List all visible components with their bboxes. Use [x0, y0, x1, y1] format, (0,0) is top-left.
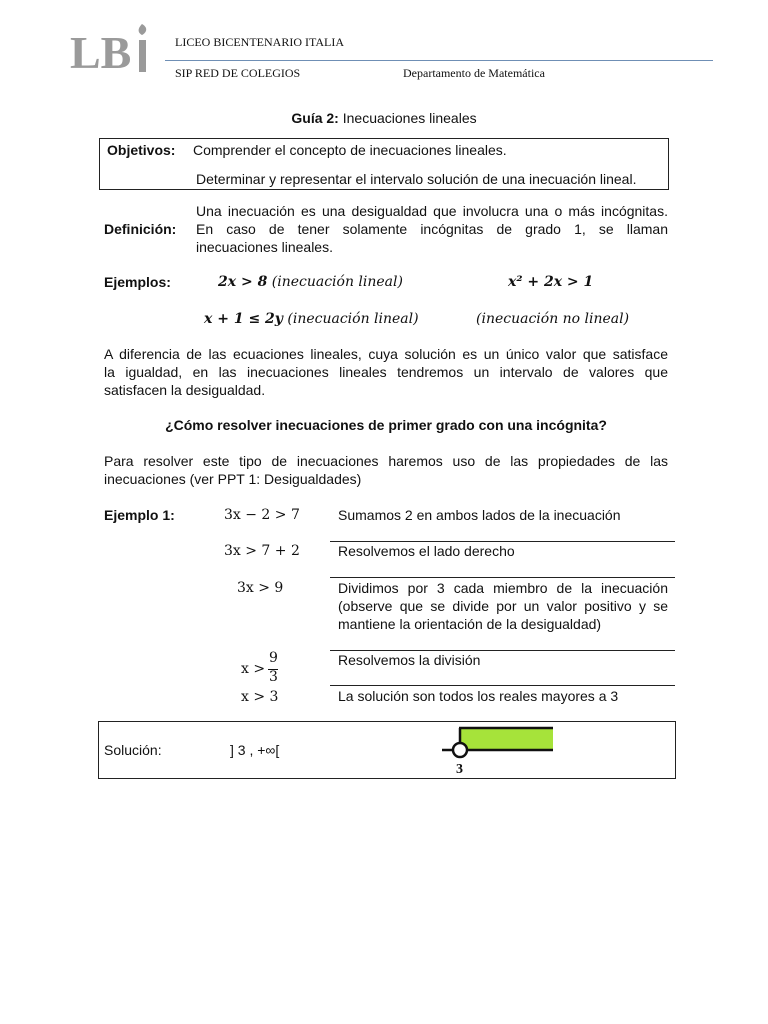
- guide-label: Guía 2:: [291, 110, 339, 126]
- examples-label: Ejemplos:: [104, 274, 171, 290]
- step-note: Resolvemos el lado derecho: [338, 543, 515, 559]
- definition-line: En caso de tener solamente incógnitas de grado 1, se llaman: [196, 221, 668, 237]
- example-note: (inecuación lineal): [271, 274, 403, 290]
- method-paragraph: [104, 452, 668, 488]
- objective-item: Comprender el concepto de inecuaciones lineales.: [193, 142, 507, 158]
- open-point-marker: [453, 743, 467, 757]
- step-expression: 3x − 2 > 7: [224, 507, 300, 523]
- guide-topic: Inecuaciones lineales: [342, 110, 477, 126]
- intro-line: la igualdad, en las inecuaciones lineales tendremos un intervalo de valores que: [104, 364, 668, 380]
- example1-label: Ejemplo 1:: [104, 507, 175, 523]
- definition-text: [196, 202, 668, 256]
- school-logo: [70, 22, 160, 78]
- school-name: LICEO BICENTENARIO ITALIA: [175, 35, 345, 49]
- intro-line: satisfacen la desigualdad.: [104, 382, 266, 398]
- department-name: Departamento de Matemática: [403, 66, 545, 80]
- step-divider: [330, 685, 675, 686]
- fraction-numerator: 9: [269, 650, 278, 666]
- step-note: Resolvemos la división: [338, 652, 481, 668]
- step-note-line: mantiene la orientación de la desigualdad): [338, 616, 602, 632]
- page-title: [0, 110, 768, 126]
- example-note: (inecuación no lineal): [476, 311, 630, 327]
- intro-paragraph: [104, 345, 668, 399]
- fraction-denominator: 3: [269, 669, 278, 685]
- example-inequality: [218, 273, 403, 291]
- definition-label: Definición:: [104, 221, 177, 237]
- fraction-prefix: x >: [241, 661, 266, 677]
- step-note: [338, 579, 668, 633]
- step-note: Sumamos 2 en ambos lados de la inecuación: [338, 507, 621, 523]
- step-note: La solución son todos los reales mayores a 3: [338, 688, 619, 704]
- example-inequality: [508, 273, 593, 291]
- header-divider: [165, 60, 713, 61]
- definition-line: Una inecuación es una desigualdad que involucra una o más incógnitas.: [196, 203, 668, 219]
- step-expression-fraction: [241, 650, 291, 690]
- point-label: 3: [456, 762, 463, 777]
- example-note: (inecuación lineal): [287, 311, 419, 327]
- step-expression: 3x > 9: [237, 580, 284, 596]
- step-expression: x > 3: [241, 689, 279, 705]
- step-expression: 3x > 7 + 2: [224, 543, 300, 559]
- step-divider: [330, 577, 675, 578]
- solution-interval: ] 3 , +∞[: [230, 742, 280, 758]
- step-note-line: Dividimos por 3 cada miembro de la inecuación: [338, 580, 668, 596]
- solution-region: [460, 729, 553, 751]
- example-inequality: [204, 310, 419, 328]
- solution-label: Solución:: [104, 742, 162, 758]
- solution-box: [98, 721, 676, 779]
- example-expression: x + 1 ≤ 2y: [204, 311, 283, 327]
- method-line: Para resolver este tipo de inecuaciones haremos uso de las propiedades de las: [104, 453, 668, 469]
- definition-line: inecuaciones lineales.: [196, 239, 333, 255]
- objectives-label: Objetivos:: [107, 142, 176, 158]
- example-expression: x² + 2x > 1: [508, 274, 594, 290]
- step-note-line: (observe que se divide por un valor positivo y se: [338, 598, 668, 614]
- example-expression: 2x > 8: [218, 274, 268, 290]
- section-question: ¿Cómo resolver inecuaciones de primer grado con una incógnita?: [165, 417, 607, 433]
- network-name: SIP RED DE COLEGIOS: [175, 66, 301, 80]
- objective-item: Determinar y representar el intervalo solución de una inecuación lineal.: [196, 171, 637, 187]
- svg-text:LB: LB: [70, 27, 132, 78]
- intro-line: A diferencia de las ecuaciones lineales, cuya solución es un único valor que satisface: [104, 346, 668, 362]
- method-line: inecuaciones (ver PPT 1: Desigualdades): [104, 471, 362, 487]
